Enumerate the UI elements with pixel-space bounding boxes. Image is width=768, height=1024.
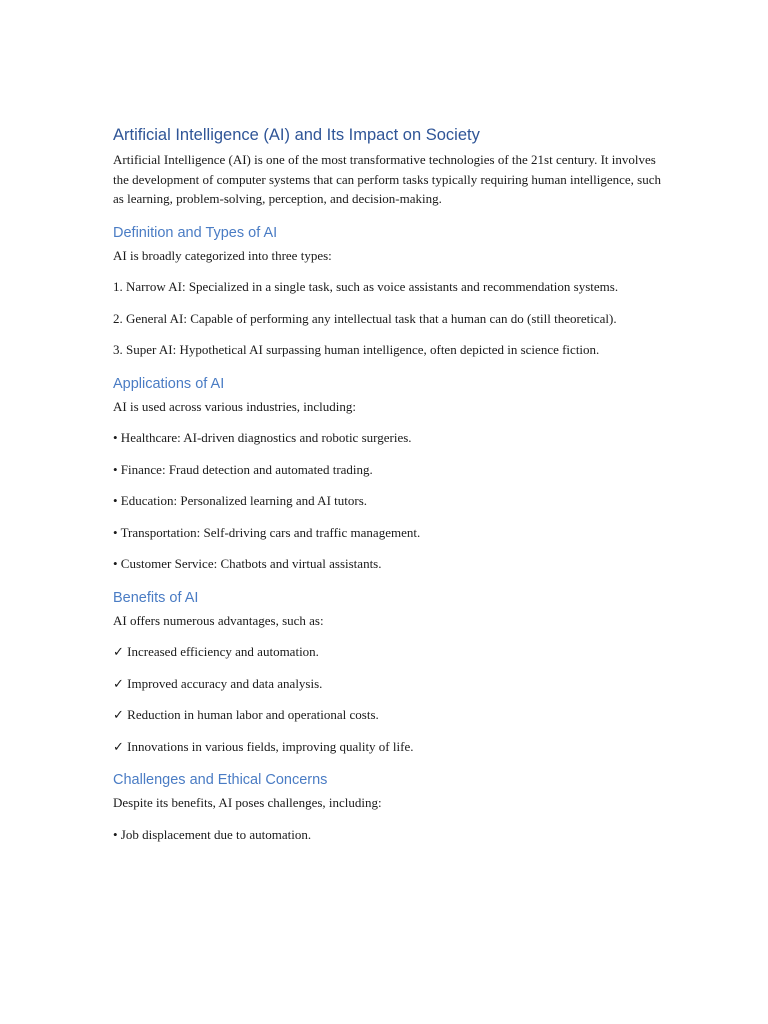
list-item: • Job displacement due to automation.	[113, 826, 312, 842]
list-item: • Customer Service: Chatbots and virtual assistants.	[113, 556, 382, 571]
section-challenges	[113, 770, 673, 844]
section-applications	[113, 374, 673, 574]
list-item: 1. Narrow AI: Specialized in a single task, such as voice assistants and recommendation systems.	[113, 279, 619, 294]
list-item: • Finance: Fraud detection and automated trading.	[113, 461, 373, 477]
section-lead: Despite its benefits, AI poses challenges, including:	[113, 795, 382, 810]
section-heading: Applications of AI	[113, 375, 225, 392]
intro-paragraph: Artificial Intelligence (AI) is one of the most transformative technologies of the 21st century. It involves the development of computer systems that can perform tasks typically requiring human intelligence, such as learning, problem-solving, perception, and decision-making.	[113, 152, 662, 206]
section-heading: Benefits of AI	[113, 589, 199, 606]
section-heading: Definition and Types of AI	[113, 224, 278, 241]
list-item: ✓ Increased efficiency and automation.	[113, 644, 319, 659]
list-item: 3. Super AI: Hypothetical AI surpassing human intelligence, often depicted in science fiction.	[113, 342, 600, 357]
document-body	[113, 124, 673, 856]
list-item: ✓ Innovations in various fields, improving quality of life.	[113, 738, 414, 754]
section-heading: Challenges and Ethical Concerns	[113, 772, 328, 788]
section-lead: AI is broadly categorized into three types:	[113, 247, 332, 263]
section-lead: AI offers numerous advantages, such as:	[113, 612, 324, 628]
section-lead: AI is used across various industries, including:	[113, 398, 356, 414]
section-types-of-ai	[113, 223, 673, 360]
section-benefits	[113, 588, 673, 757]
list-item: • Healthcare: AI-driven diagnostics and robotic surgeries.	[113, 430, 412, 445]
document-title: Artificial Intelligence (AI) and Its Impact on Society	[113, 126, 480, 144]
list-item: ✓ Reduction in human labor and operational costs.	[113, 707, 379, 722]
list-item: 2. General AI: Capable of performing any intellectual task that a human can do (still theoretical).	[113, 310, 617, 326]
list-item: ✓ Improved accuracy and data analysis.	[113, 675, 323, 691]
list-item: • Transportation: Self-driving cars and traffic management.	[113, 524, 421, 540]
list-item: • Education: Personalized learning and AI tutors.	[113, 493, 368, 508]
